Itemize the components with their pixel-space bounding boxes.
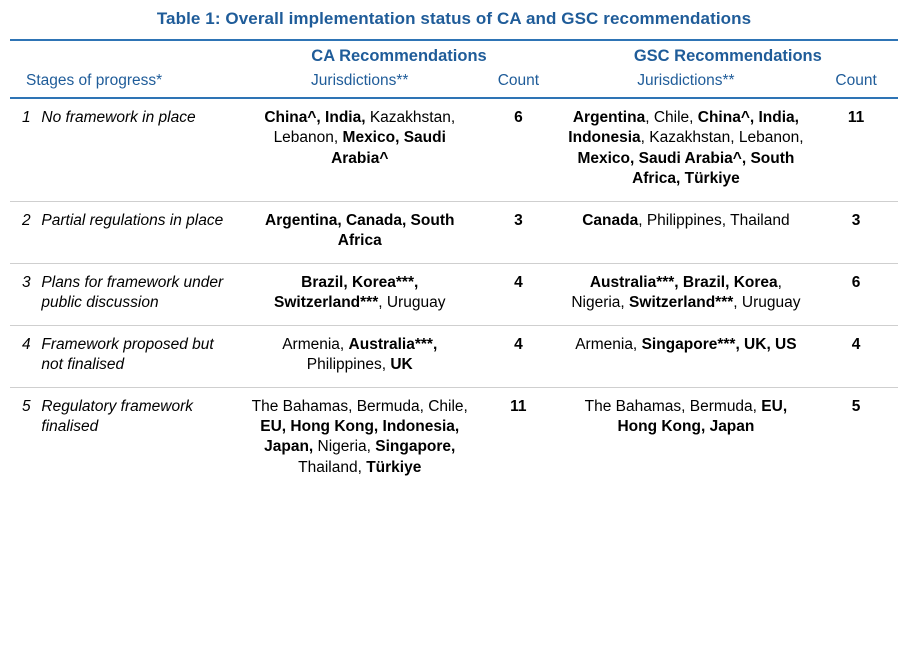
gsc-jurisdictions: Canada, Philippines, Thailand <box>558 201 815 263</box>
group-header-row <box>10 41 898 69</box>
ca-count: 4 <box>479 325 558 387</box>
ca-count: 3 <box>479 201 558 263</box>
ca-jurisdictions: Brazil, Korea***, Switzerland***, Uruguay <box>240 263 479 325</box>
table-row <box>10 263 898 325</box>
ca-jurisdictions: The Bahamas, Bermuda, Chile, EU, Hong Kong, Indonesia, Japan, Nigeria, Singapore, Thailand, Türkiye <box>240 387 479 489</box>
gsc-jurisdictions: Australia***, Brazil, Korea, Nigeria, Switzerland***, Uruguay <box>558 263 815 325</box>
stage-label: Plans for framework under public discussion <box>41 263 240 325</box>
stage-label: Partial regulations in place <box>41 201 240 263</box>
row-number: 5 <box>10 387 41 489</box>
table-header <box>10 40 898 98</box>
row-number: 3 <box>10 263 41 325</box>
ca-count: 4 <box>479 263 558 325</box>
column-header-row <box>10 69 898 97</box>
row-number: 1 <box>22 109 31 126</box>
column-header-ca-jurisdictions: Jurisdictions** <box>311 72 409 89</box>
column-header-gsc-count: Count <box>835 72 877 89</box>
group-header-gsc: GSC Recommendations <box>633 47 822 65</box>
stage-label: Framework proposed but not finalised <box>41 325 240 387</box>
gsc-jurisdictions: Armenia, Singapore***, UK, US <box>558 325 815 387</box>
ca-jurisdictions: Argentina, Canada, South Africa <box>240 201 479 263</box>
implementation-status-table <box>10 39 898 489</box>
table-body <box>10 98 898 489</box>
group-header-ca: CA Recommendations <box>311 47 487 65</box>
gsc-jurisdictions: Argentina, Chile, China^, India, Indonesia, Kazakhstan, Lebanon, Mexico, Saudi Arabia^, South Africa, Türkiye <box>568 109 804 188</box>
table-title: Table 1: Overall implementation status of CA and GSC recommendations <box>156 9 752 28</box>
ca-count: 6 <box>514 109 523 126</box>
gsc-jurisdictions: The Bahamas, Bermuda, EU, Hong Kong, Japan <box>558 387 815 489</box>
gsc-count: 6 <box>814 263 898 325</box>
gsc-count: 5 <box>814 387 898 489</box>
ca-count: 11 <box>479 387 558 489</box>
row-number: 2 <box>10 201 41 263</box>
table-row <box>10 325 898 387</box>
column-header-ca-count: Count <box>497 72 540 89</box>
column-header-stages: Stages of progress* <box>26 72 163 89</box>
stage-label: Regulatory framework finalised <box>41 387 240 489</box>
row-number: 4 <box>10 325 41 387</box>
gsc-count: 4 <box>814 325 898 387</box>
column-header-gsc-jurisdictions: Jurisdictions** <box>637 72 735 89</box>
gsc-count: 11 <box>847 109 865 126</box>
stage-label: No framework in place <box>41 109 196 126</box>
table-row <box>10 387 898 489</box>
gsc-count: 3 <box>814 201 898 263</box>
ca-jurisdictions: Armenia, Australia***, Philippines, UK <box>240 325 479 387</box>
table-row <box>10 201 898 263</box>
ca-jurisdictions: China^, India, Kazakhstan, Lebanon, Mexico, Saudi Arabia^ <box>264 109 456 167</box>
table-row <box>10 98 898 201</box>
